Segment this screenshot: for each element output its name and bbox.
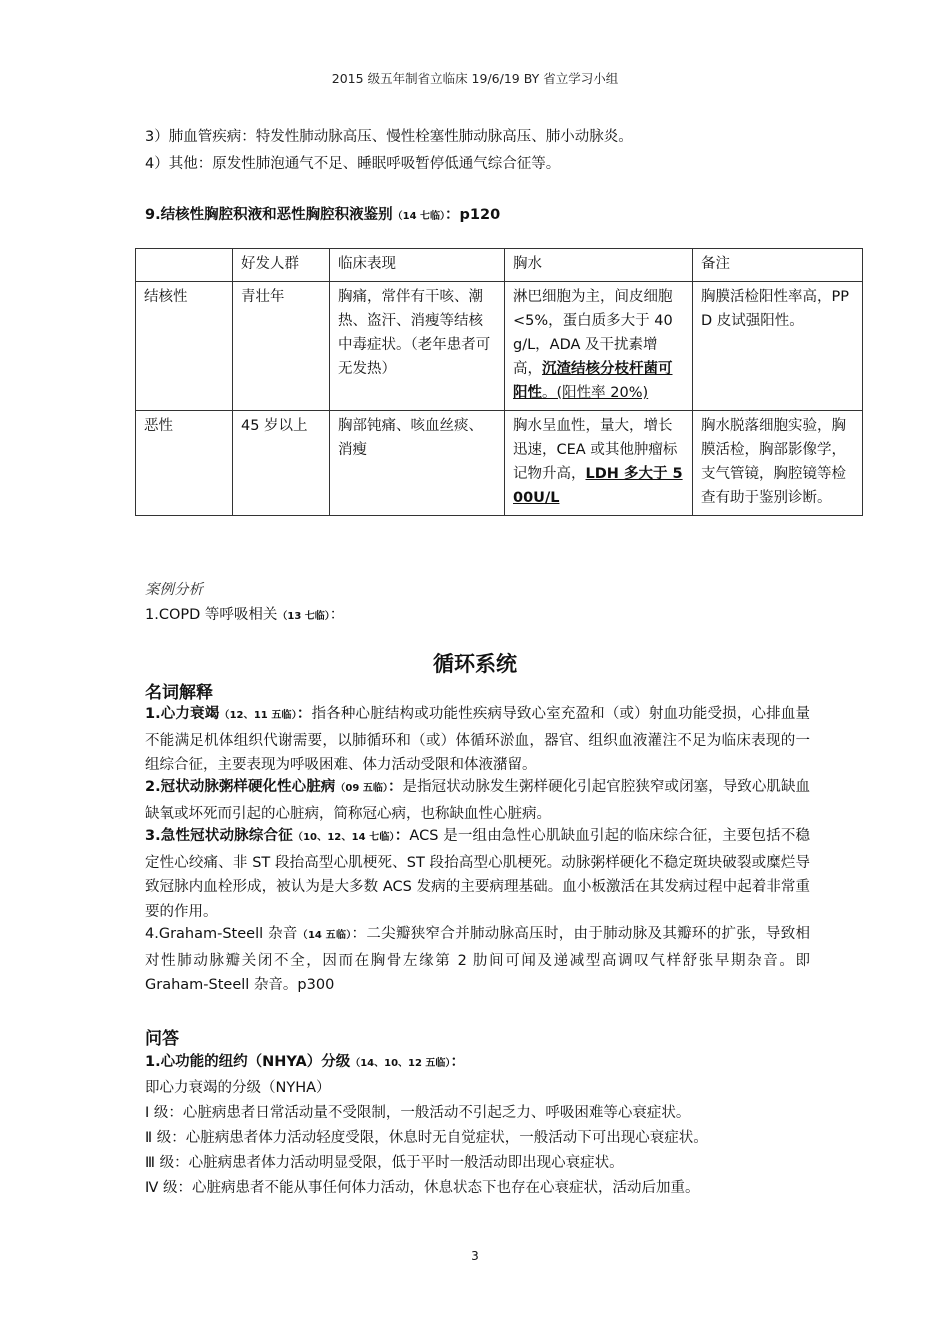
qa-question-title: 1.心功能的纽约（NHYA）分级: [145, 1054, 351, 1070]
grade-item: Ⅳ 级：心脏病患者不能从事任何体力活动，休息状态下也存在心衰症状，活动后加重。: [145, 1180, 700, 1196]
term-body: ACS 是一组由急性心肌缺血引起的临床综合征，主要包括不稳定性心绞痛、非 ST 段抬高型心肌梗死、ST 段抬高型心肌梗死。动脉粥样硬化不稳定斑块破裂或糜烂导致冠脉内血栓形成，被认为是大多数 ACS 发病的主要病理基础。血小板激活在其发病过程中起着非常重要的作用。: [145, 828, 810, 920]
case-item-tag: （13 七临）: [277, 611, 330, 622]
term-tag: （12、11 五临）: [219, 710, 297, 721]
term-tag: （09 五临）: [335, 783, 388, 794]
table-header-cell: 备注: [693, 249, 863, 282]
list-item: 4）其他：原发性肺泡通气不足、睡眠呼吸暂停低通气综合征等。: [145, 156, 561, 172]
effusion-highlight: 沉渣结核分枝杆菌可阳性: [513, 361, 673, 401]
table-cell-note: 胸膜活检阳性率高，PPD 皮试强阳性。: [693, 282, 863, 411]
grade-item: Ⅰ 级：心脏病患者日常活动量不受限制，一般活动不引起乏力、呼吸困难等心衰症状。: [145, 1105, 691, 1121]
term-tag: （14 五临）: [297, 930, 352, 941]
table-cell-type: 结核性: [136, 282, 233, 411]
page-header: 2015 级五年制省立临床 19/6/19 BY 省立学习小组: [331, 71, 619, 86]
term-name: 4.Graham-Steell 杂音: [145, 926, 298, 942]
term-sep: ：: [351, 926, 367, 942]
table-row: [136, 282, 863, 411]
q9-tag: （14 七临）: [392, 211, 446, 222]
case-item-text: 1.COPD 等呼吸相关: [145, 607, 278, 623]
q9-title: 9.结核性胸腔积液和恶性胸腔积液鉴别: [145, 207, 393, 223]
term-sep: ：: [387, 779, 403, 795]
term-body: 是指冠状动脉发生粥样硬化引起官腔狭窄或闭塞，导致心肌缺血缺氧或坏死而引起的心脏病，简称冠心病，也称缺血性心脏病。: [145, 779, 811, 822]
table-cell-note: 胸水脱落细胞实验，胸膜活检，胸部影像学，支气管镜，胸腔镜等检查有助于鉴别诊断。: [693, 411, 863, 516]
case-item-colon: ：: [329, 607, 345, 623]
term-sep: ：: [394, 828, 410, 844]
table-cell-type: 恶性: [136, 411, 233, 516]
grade-item: Ⅲ 级：心脏病患者体力活动明显受限，低于平时一般活动即出现心衰症状。: [145, 1155, 624, 1171]
table-header-cell: 胸水: [505, 249, 693, 282]
system-title: 循环系统: [433, 652, 517, 676]
effusion-text: 淋巴细胞为主，间皮细胞<5%，蛋白质多大于 40g/L，ADA 及干扰素增高，: [513, 289, 673, 377]
term-sep: ：: [296, 706, 312, 722]
qa-question-tag: （14、10、12 五临）: [350, 1058, 451, 1069]
term-name: 2.冠状动脉粥样硬化性心脏病: [145, 779, 336, 795]
term-item: [145, 824, 810, 924]
qa-question-colon: ：: [450, 1054, 465, 1070]
term-name: 3.急性冠状动脉综合征: [145, 828, 293, 844]
term-body: 指各种心脏结构或功能性疾病导致心室充盈和（或）射血功能受损，心排血量不能满足机体组织代谢需要，以肺循环和（或）体循环淤血，器官、组织血液灌注不足为临床表现的一组综合征，主要表现为呼吸困难、体力活动受限和体液潴留。: [145, 706, 810, 773]
table-header-cell: 好发人群: [233, 249, 330, 282]
term-name: 1.心力衰竭: [145, 706, 220, 722]
qa-question: [145, 1050, 465, 1071]
table-cell-effusion: [505, 282, 693, 411]
qa-intro: 即心力衰竭的分级（NYHA）: [145, 1080, 331, 1096]
effusion-highlight: LDH 多大于 500U/L: [513, 466, 683, 506]
table-cell-clinical: 胸痛，常伴有干咳、潮热、盗汗、消瘦等结核中毒症状。（老年患者可无发热）: [330, 282, 505, 411]
table-cell-clinical: 胸部钝痛、咳血丝痰、消瘦: [330, 411, 505, 516]
term-item: [145, 702, 810, 778]
section-title-q9: [145, 203, 500, 224]
term-tag: （10、12、14 七临）: [292, 832, 395, 843]
term-item: [145, 922, 810, 998]
table-cell-effusion: [505, 411, 693, 516]
table-header-cell: [136, 249, 233, 282]
table-header-cell: 临床表现: [330, 249, 505, 282]
grade-item: Ⅱ 级：心脏病患者体力活动轻度受限，休息时无自觉症状，一般活动下可出现心衰症状。: [145, 1130, 708, 1146]
q9-page: ：p120: [445, 207, 501, 223]
comparison-table: [135, 248, 863, 516]
term-body: 二尖瓣狭窄合并肺动脉高压时，由于肺动脉及其瓣环的扩张，导致相对性肺动脉瓣关闭不全，因而在胸骨左缘第 2 肋间可闻及递减型高调叹气样舒张早期杂音。即 Graham-Steell 杂音。p300: [145, 926, 811, 993]
case-analysis-label: 案例分析: [145, 582, 203, 598]
effusion-text-tail: 。(阳性率 20%): [542, 385, 649, 401]
list-item: 3）肺血管疾病：特发性肺动脉高压、慢性栓塞性肺动脉高压、肺小动脉炎。: [145, 129, 633, 145]
terms-heading: 名词解释: [145, 683, 213, 703]
effusion-text: 胸水呈血性，量大，增长迅速，CEA 或其他肿瘤标记物升高，: [513, 418, 678, 482]
table-header-row: [136, 249, 863, 282]
qa-heading: 问答: [145, 1029, 179, 1049]
case-analysis-item: [145, 603, 344, 624]
table-row: [136, 411, 863, 516]
table-cell-population: 45 岁以上: [233, 411, 330, 516]
term-item: [145, 775, 810, 826]
page-number: 3: [471, 1249, 479, 1263]
table-cell-population: 青壮年: [233, 282, 330, 411]
